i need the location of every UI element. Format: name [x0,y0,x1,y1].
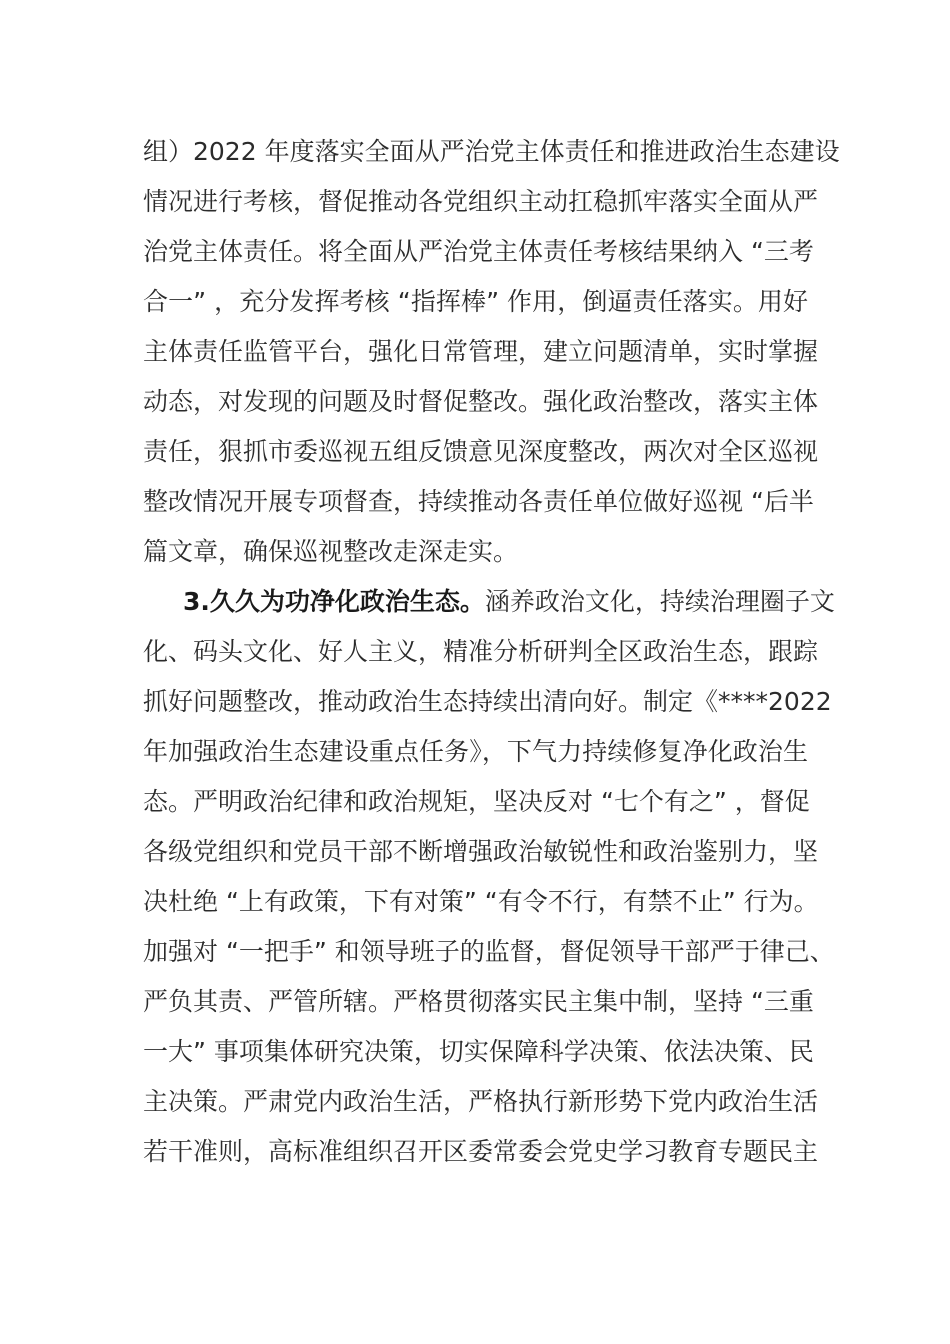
section-heading: 3.久久为功净化政治生态。 [183,587,485,616]
text-line: 若干准则，高标准组织召开区委常委会党史学习教育专题民主 [143,1137,819,1166]
text-line: 一大” 事项集体研究决策，切实保障科学决策、依法决策、民 [143,1037,814,1066]
paragraph-accountability [143,127,840,577]
text-line: 态。严明政治纪律和政治规矩，坚决反对 “七个有之” ，督促 [143,787,810,816]
paragraph-political-ecology [143,577,835,1177]
text-line: 合一” ，充分发挥考核 “指挥棒” 作用，倒逼责任落实。用好 [143,287,808,316]
text-line: 主体责任监管平台，强化日常管理，建立问题清单，实时掌握 [143,337,819,366]
text-line: 情况进行考核，督促推动各党组织主动扛稳抓牢落实全面从严 [143,187,819,216]
text-line: 加强对 “一把手” 和领导班子的监督，督促领导干部严于律己、 [143,937,835,966]
document-body [143,127,840,1177]
text-line-first [143,577,835,627]
text-line: 责任，狠抓市委巡视五组反馈意见深度整改，两次对全区巡视 [143,437,819,466]
text-line: 组）2022 年度落实全面从严治党主体责任和推进政治生态建设 [143,137,840,166]
text-line: 主决策。严肃党内政治生活，严格执行新形势下党内政治生活 [143,1087,819,1116]
text-line: 化、码头文化、好人主义，精准分析研判全区政治生态，跟踪 [143,637,819,666]
text-line: 各级党组织和党员干部不断增强政治敏锐性和政治鉴别力，坚 [143,837,819,866]
text-line: 决杜绝 “上有政策，下有对策” “有令不行，有禁不止” 行为。 [143,887,819,916]
text-line: 整改情况开展专项督查，持续推动各责任单位做好巡视 “后半 [143,487,814,516]
text-line: 动态，对发现的问题及时督促整改。强化政治整改，落实主体 [143,387,819,416]
text-line: 治党主体责任。将全面从严治党主体责任考核结果纳入 “三考 [143,237,814,266]
section-heading-continuation: 涵养政治文化，持续治理圈子文 [484,587,835,616]
text-line: 严负其责、严管所辖。严格贯彻落实民主集中制，坚持 “三重 [143,987,814,1016]
text-line: 年加强政治生态建设重点任务》，下气力持续修复净化政治生 [143,737,808,766]
text-line: 篇文章，确保巡视整改走深走实。 [143,537,519,566]
text-line: 抓好问题整改，推动政治生态持续出清向好。制定《****2022 [143,687,832,716]
